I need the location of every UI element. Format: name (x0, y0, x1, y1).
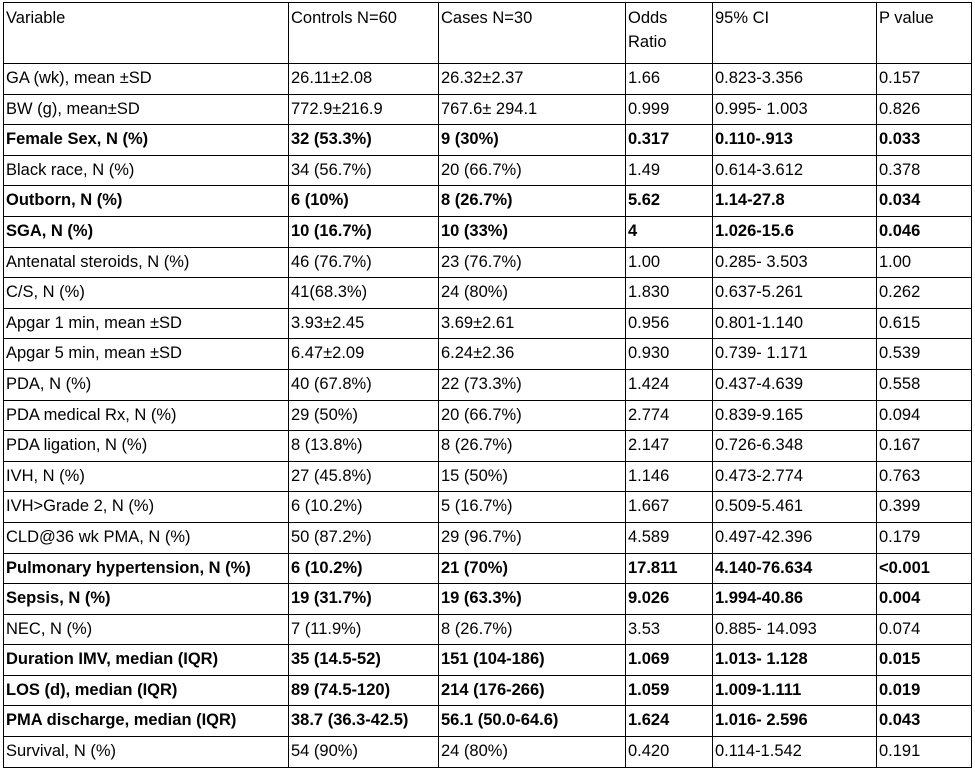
cell-variable: Apgar 1 min, mean ±SD (4, 308, 289, 339)
cell-variable: Sepsis, N (%) (4, 584, 289, 615)
cell-cases: 24 (80%) (439, 737, 626, 768)
table-row (4, 216, 972, 247)
cell-odds-ratio: 1.146 (626, 461, 713, 492)
cell-ci: 1.009-1.111 (713, 675, 877, 706)
cell-cases: 26.32±2.37 (439, 64, 626, 95)
cell-odds-ratio: 0.930 (626, 339, 713, 370)
cell-variable: IVH, N (%) (4, 461, 289, 492)
table-row (4, 706, 972, 737)
cell-ci: 0.739- 1.171 (713, 339, 877, 370)
cell-cases: 20 (66.7%) (439, 400, 626, 431)
cell-cases: 214 (176-266) (439, 675, 626, 706)
cell-ci: 0.437-4.639 (713, 369, 877, 400)
cell-p-value: 0.378 (877, 155, 972, 186)
cell-ci: 0.497-42.396 (713, 522, 877, 553)
cell-controls: 41(68.3%) (289, 278, 439, 309)
cell-variable: Black race, N (%) (4, 155, 289, 186)
cell-cases: 19 (63.3%) (439, 584, 626, 615)
header-ci: 95% CI (713, 3, 877, 64)
cell-p-value: 0.826 (877, 94, 972, 125)
table-row (4, 186, 972, 217)
table-row (4, 64, 972, 95)
cell-p-value: 0.034 (877, 186, 972, 217)
cell-ci: 1.016- 2.596 (713, 706, 877, 737)
table-row (4, 553, 972, 584)
cell-variable: Outborn, N (%) (4, 186, 289, 217)
cell-ci: 4.140-76.634 (713, 553, 877, 584)
cell-cases: 3.69±2.61 (439, 308, 626, 339)
cell-ci: 0.110-.913 (713, 125, 877, 156)
cell-variable: Survival, N (%) (4, 737, 289, 768)
cell-odds-ratio: 3.53 (626, 614, 713, 645)
table-row (4, 369, 972, 400)
cell-ci: 1.013- 1.128 (713, 645, 877, 676)
cell-controls: 772.9±216.9 (289, 94, 439, 125)
cell-ci: 1.026-15.6 (713, 216, 877, 247)
cell-odds-ratio: 1.830 (626, 278, 713, 309)
cell-ci: 0.285- 3.503 (713, 247, 877, 278)
cell-p-value: 0.015 (877, 645, 972, 676)
table-row (4, 461, 972, 492)
cell-controls: 89 (74.5-120) (289, 675, 439, 706)
cell-odds-ratio: 1.49 (626, 155, 713, 186)
cell-controls: 7 (11.9%) (289, 614, 439, 645)
table-row (4, 431, 972, 462)
header-odds-ratio: Odds Ratio (626, 3, 713, 64)
cell-cases: 56.1 (50.0-64.6) (439, 706, 626, 737)
cell-cases: 151 (104-186) (439, 645, 626, 676)
table-row (4, 645, 972, 676)
header-p-value: P value (877, 3, 972, 64)
table-row (4, 308, 972, 339)
cell-p-value: 0.043 (877, 706, 972, 737)
cell-ci: 0.726-6.348 (713, 431, 877, 462)
table-body (4, 64, 972, 768)
table-row (4, 737, 972, 768)
header-controls: Controls N=60 (289, 3, 439, 64)
cell-odds-ratio: 4 (626, 216, 713, 247)
cell-ci: 0.823-3.356 (713, 64, 877, 95)
cell-p-value: <0.001 (877, 553, 972, 584)
cell-cases: 23 (76.7%) (439, 247, 626, 278)
cell-variable: Pulmonary hypertension, N (%) (4, 553, 289, 584)
cell-variable: GA (wk), mean ±SD (4, 64, 289, 95)
cell-p-value: 0.167 (877, 431, 972, 462)
cell-variable: BW (g), mean±SD (4, 94, 289, 125)
cell-p-value: 0.046 (877, 216, 972, 247)
results-table (3, 2, 972, 768)
cell-cases: 20 (66.7%) (439, 155, 626, 186)
cell-odds-ratio: 5.62 (626, 186, 713, 217)
cell-controls: 38.7 (36.3-42.5) (289, 706, 439, 737)
cell-ci: 0.614-3.612 (713, 155, 877, 186)
table-row (4, 155, 972, 186)
cell-ci: 0.995- 1.003 (713, 94, 877, 125)
header-variable: Variable (4, 3, 289, 64)
cell-odds-ratio: 1.667 (626, 492, 713, 523)
cell-p-value: 0.262 (877, 278, 972, 309)
cell-controls: 26.11±2.08 (289, 64, 439, 95)
cell-cases: 22 (73.3%) (439, 369, 626, 400)
cell-p-value: 0.399 (877, 492, 972, 523)
cell-controls: 6 (10.2%) (289, 492, 439, 523)
cell-variable: PDA, N (%) (4, 369, 289, 400)
cell-variable: LOS (d), median (IQR) (4, 675, 289, 706)
cell-p-value: 0.074 (877, 614, 972, 645)
cell-variable: CLD@36 wk PMA, N (%) (4, 522, 289, 553)
cell-ci: 0.114-1.542 (713, 737, 877, 768)
header-cases: Cases N=30 (439, 3, 626, 64)
cell-controls: 6 (10.2%) (289, 553, 439, 584)
cell-odds-ratio: 1.624 (626, 706, 713, 737)
cell-odds-ratio: 2.774 (626, 400, 713, 431)
cell-controls: 8 (13.8%) (289, 431, 439, 462)
cell-odds-ratio: 4.589 (626, 522, 713, 553)
cell-cases: 767.6± 294.1 (439, 94, 626, 125)
cell-ci: 1.994-40.86 (713, 584, 877, 615)
cell-variable: SGA, N (%) (4, 216, 289, 247)
cell-cases: 5 (16.7%) (439, 492, 626, 523)
cell-odds-ratio: 0.956 (626, 308, 713, 339)
cell-cases: 8 (26.7%) (439, 431, 626, 462)
cell-controls: 50 (87.2%) (289, 522, 439, 553)
cell-p-value: 0.157 (877, 64, 972, 95)
cell-controls: 40 (67.8%) (289, 369, 439, 400)
cell-odds-ratio: 1.059 (626, 675, 713, 706)
cell-variable: Apgar 5 min, mean ±SD (4, 339, 289, 370)
cell-variable: Duration IMV, median (IQR) (4, 645, 289, 676)
cell-p-value: 0.191 (877, 737, 972, 768)
cell-controls: 32 (53.3%) (289, 125, 439, 156)
cell-variable: NEC, N (%) (4, 614, 289, 645)
cell-ci: 1.14-27.8 (713, 186, 877, 217)
cell-odds-ratio: 9.026 (626, 584, 713, 615)
cell-variable: Antenatal steroids, N (%) (4, 247, 289, 278)
cell-p-value: 0.094 (877, 400, 972, 431)
header-row (4, 3, 972, 64)
cell-p-value: 0.539 (877, 339, 972, 370)
cell-cases: 29 (96.7%) (439, 522, 626, 553)
cell-controls: 46 (76.7%) (289, 247, 439, 278)
cell-p-value: 0.004 (877, 584, 972, 615)
cell-controls: 6.47±2.09 (289, 339, 439, 370)
cell-odds-ratio: 1.069 (626, 645, 713, 676)
cell-variable: PDA medical Rx, N (%) (4, 400, 289, 431)
cell-controls: 3.93±2.45 (289, 308, 439, 339)
table-row (4, 339, 972, 370)
cell-controls: 54 (90%) (289, 737, 439, 768)
cell-controls: 35 (14.5-52) (289, 645, 439, 676)
cell-controls: 19 (31.7%) (289, 584, 439, 615)
cell-ci: 0.801-1.140 (713, 308, 877, 339)
cell-cases: 8 (26.7%) (439, 186, 626, 217)
cell-variable: IVH>Grade 2, N (%) (4, 492, 289, 523)
cell-odds-ratio: 0.420 (626, 737, 713, 768)
table-row (4, 94, 972, 125)
cell-ci: 0.509-5.461 (713, 492, 877, 523)
cell-cases: 21 (70%) (439, 553, 626, 584)
cell-odds-ratio: 2.147 (626, 431, 713, 462)
cell-odds-ratio: 0.317 (626, 125, 713, 156)
cell-controls: 6 (10%) (289, 186, 439, 217)
cell-odds-ratio: 1.66 (626, 64, 713, 95)
cell-cases: 10 (33%) (439, 216, 626, 247)
cell-ci: 0.473-2.774 (713, 461, 877, 492)
cell-odds-ratio: 0.999 (626, 94, 713, 125)
cell-ci: 0.839-9.165 (713, 400, 877, 431)
cell-cases: 15 (50%) (439, 461, 626, 492)
cell-p-value: 1.00 (877, 247, 972, 278)
table-row (4, 584, 972, 615)
cell-controls: 27 (45.8%) (289, 461, 439, 492)
table-row (4, 278, 972, 309)
cell-variable: C/S, N (%) (4, 278, 289, 309)
table-row (4, 492, 972, 523)
cell-odds-ratio: 1.424 (626, 369, 713, 400)
cell-p-value: 0.179 (877, 522, 972, 553)
cell-variable: Female Sex, N (%) (4, 125, 289, 156)
cell-p-value: 0.033 (877, 125, 972, 156)
cell-cases: 6.24±2.36 (439, 339, 626, 370)
cell-variable: PMA discharge, median (IQR) (4, 706, 289, 737)
cell-controls: 10 (16.7%) (289, 216, 439, 247)
cell-p-value: 0.558 (877, 369, 972, 400)
cell-variable: PDA ligation, N (%) (4, 431, 289, 462)
table-row (4, 400, 972, 431)
cell-cases: 8 (26.7%) (439, 614, 626, 645)
cell-p-value: 0.615 (877, 308, 972, 339)
cell-odds-ratio: 17.811 (626, 553, 713, 584)
cell-ci: 0.885- 14.093 (713, 614, 877, 645)
cell-controls: 29 (50%) (289, 400, 439, 431)
table-row (4, 247, 972, 278)
cell-cases: 24 (80%) (439, 278, 626, 309)
table-row (4, 614, 972, 645)
table-row (4, 675, 972, 706)
table-row (4, 522, 972, 553)
table-row (4, 125, 972, 156)
cell-controls: 34 (56.7%) (289, 155, 439, 186)
cell-p-value: 0.763 (877, 461, 972, 492)
cell-p-value: 0.019 (877, 675, 972, 706)
cell-cases: 9 (30%) (439, 125, 626, 156)
cell-odds-ratio: 1.00 (626, 247, 713, 278)
cell-ci: 0.637-5.261 (713, 278, 877, 309)
